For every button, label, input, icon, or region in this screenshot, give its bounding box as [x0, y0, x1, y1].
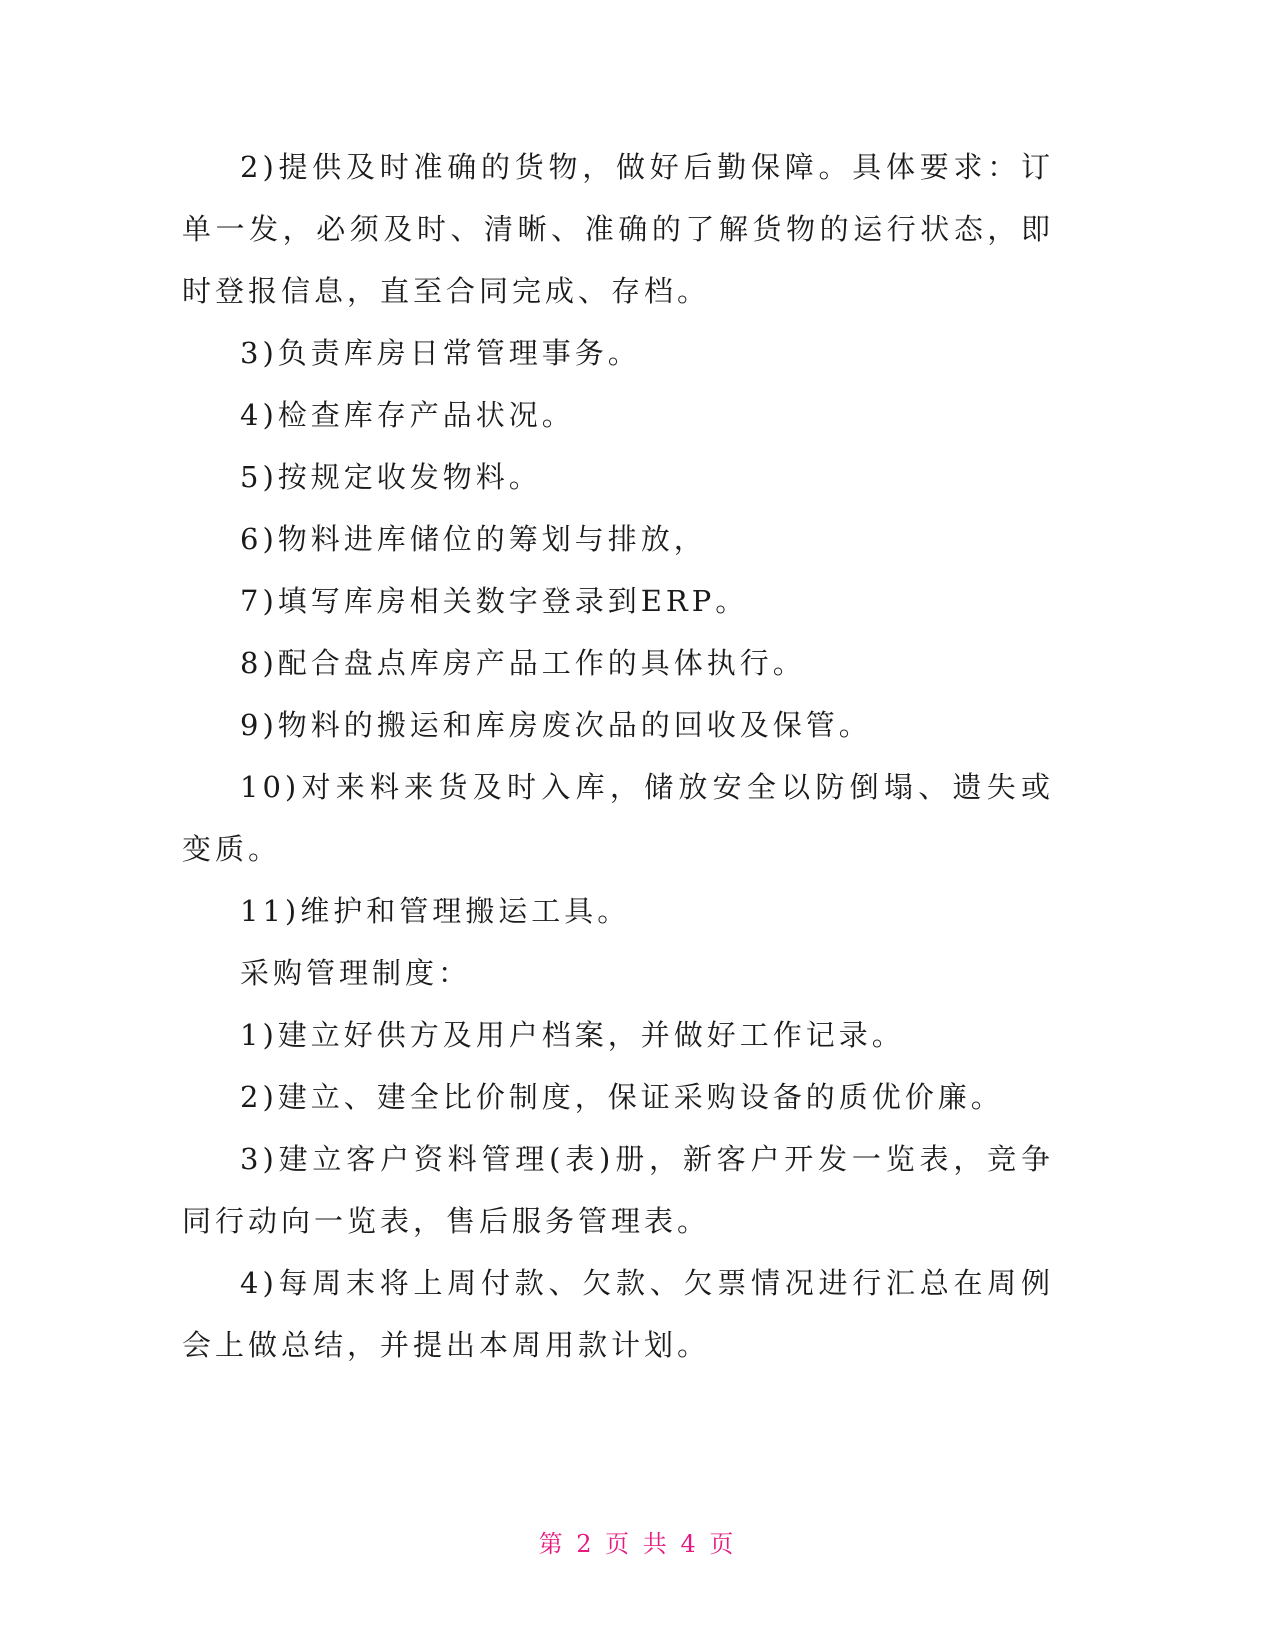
page-number-footer: 第 2 页 共 4 页 [538, 1530, 737, 1558]
paragraph: 6)物料进库储位的筹划与排放， [240, 522, 707, 556]
paragraph: 4)每周末将上周付款、欠款、欠票情况进行汇总在周例会上做总结，并提出本周用款计划。 [182, 1266, 1054, 1362]
paragraph: 4)检查库存产品状况。 [240, 398, 575, 432]
paragraph: 3)负责库房日常管理事务。 [240, 336, 641, 370]
paragraph: 7)填写库房相关数字登录到ERP。 [240, 584, 749, 618]
document-body [182, 136, 1054, 1376]
paragraph: 3)建立客户资料管理(表)册，新客户开发一览表，竞争同行动向一览表，售后服务管理表。 [182, 1142, 1054, 1238]
paragraph: 8)配合盘点库房产品工作的具体执行。 [240, 646, 806, 680]
paragraph: 1)建立好供方及用户档案，并做好工作记录。 [240, 1018, 905, 1052]
paragraph: 11)维护和管理搬运工具。 [240, 894, 631, 928]
section-heading: 采购管理制度： [240, 956, 472, 990]
paragraph: 10)对来料来货及时入库，储放安全以防倒塌、遗失或变质。 [182, 770, 1054, 866]
paragraph: 2)建立、建全比价制度，保证采购设备的质优价廉。 [240, 1080, 1004, 1114]
paragraph: 5)按规定收发物料。 [240, 460, 542, 494]
paragraph: 9)物料的搬运和库房废次品的回收及保管。 [240, 708, 872, 742]
paragraph: 2)提供及时准确的货物，做好后勤保障。具体要求：订单一发，必须及时、清晰、准确的了解货物的运行状态，即时登报信息，直至合同完成、存档。 [182, 150, 1054, 308]
